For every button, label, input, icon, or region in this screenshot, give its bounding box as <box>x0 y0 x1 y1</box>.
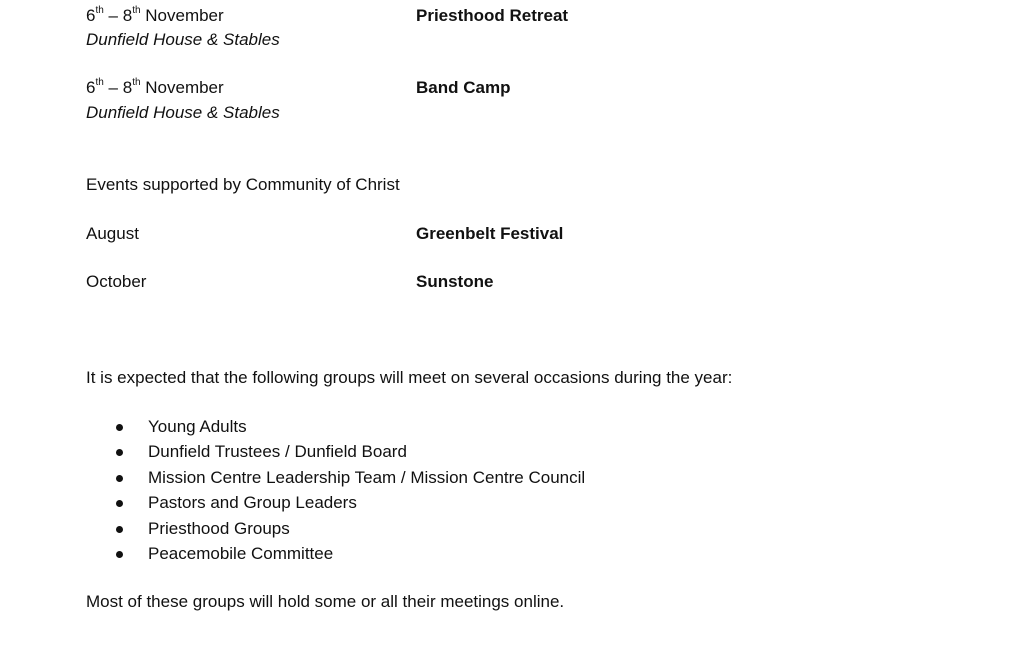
supported-event-date: August <box>86 224 139 243</box>
bullet-icon <box>116 449 123 456</box>
event-title: Band Camp <box>416 78 511 97</box>
event-location: Dunfield House & Stables <box>86 103 280 122</box>
supported-event-title: Sunstone <box>416 272 494 291</box>
event-date: 6th – 8th November <box>86 77 224 97</box>
bullet-icon <box>116 500 123 507</box>
supported-events-heading: Events supported by Community of Christ <box>86 175 400 194</box>
bullet-icon <box>116 526 123 533</box>
document-page: 6th – 8th November Dunfield House & Stables Priesthood Retreat 6th – 8th November Dunfield House & Stables Band Camp Events supported by Community of Christ August Greenbelt Festival October Sunstone It is expected that the following groups will meet on several occasions during the year: Young Adults Dunfield Trustees / Dunfield Board Mission Centre Leadership Team / Mission Centre Council Pastors and Group Leaders Priesthood Groups Peacemobile Committee Most of these groups will hold some or all their meetings online. <box>86 5 733 611</box>
event-title: Priesthood Retreat <box>416 6 569 25</box>
bullet-icon <box>116 475 123 482</box>
groups-intro: It is expected that the following groups will meet on several occasions during the year: <box>86 368 733 387</box>
bullet-icon <box>116 424 123 431</box>
event-date: 6th – 8th November <box>86 5 224 25</box>
supported-event-title: Greenbelt Festival <box>416 224 564 243</box>
event-location: Dunfield House & Stables <box>86 30 280 49</box>
groups-closing: Most of these groups will hold some or all their meetings online. <box>86 592 565 611</box>
bullet-icon <box>116 551 123 558</box>
supported-event-date: October <box>86 272 147 291</box>
